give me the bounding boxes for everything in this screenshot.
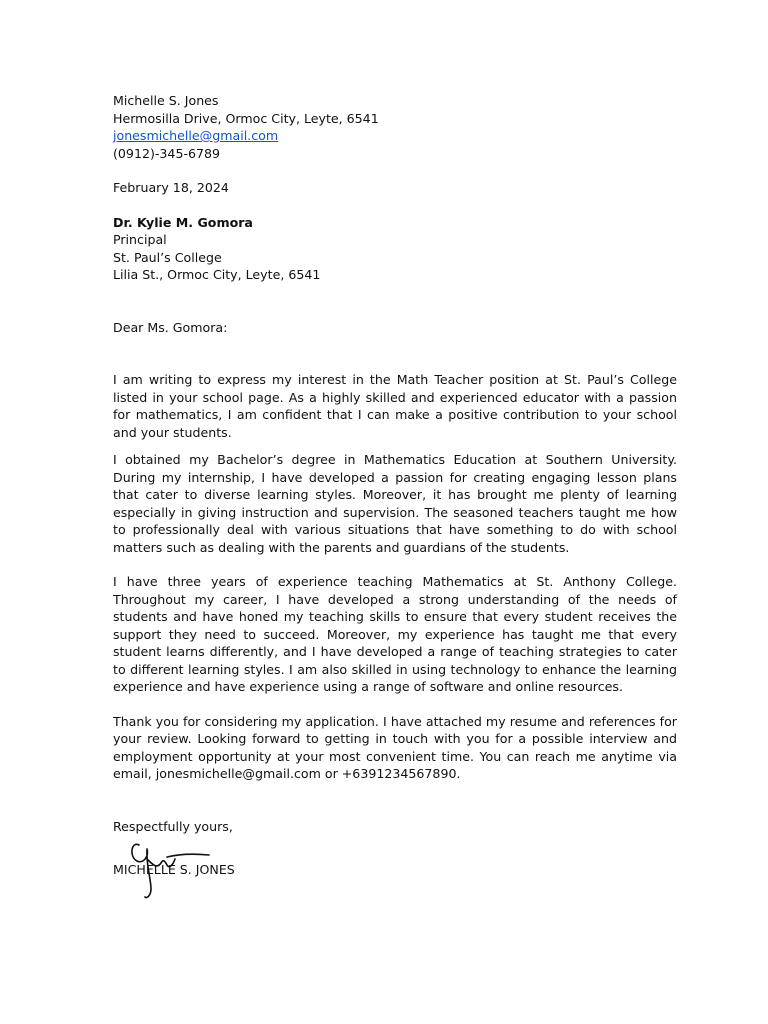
salutation: Dear Ms. Gomora: (113, 319, 228, 335)
body-paragraph-3: I have three years of experience teaching Mathematics at St. Anthony College. Throughout my career, I have developed a strong understanding of the needs of students and have honed my teaching skills to ensure that every student receives the support they need to succeed. Moreover, my experience has taught me that every student learns differently, and I have developed a range of teaching strategies to cater to different learning styles. I am also skilled in using technology to enhance the learning experience and have experience using a range of software and online resources. (113, 574, 677, 694)
body-paragraph-4: Thank you for considering my application. I have attached my resume and references for your review. Looking forward to getting in touch with you for a possible interview and employment opportunity at your most convenient time. You can reach me anytime via email, jonesmichelle@gmail.com or +6391234567890. (113, 713, 677, 781)
recipient-block (113, 214, 677, 284)
recipient-organization: St. Paul’s College (113, 249, 222, 265)
body-paragraph-1: I am writing to express my interest in the Math Teacher position at St. Paul’s College listed in your school page. As a highly skilled and experienced educator with a passion for mathematics, I am confident that I can make a positive contribution to your school and your students. (113, 372, 677, 440)
recipient-address: Lilia St., Ormoc City, Leyte, 6541 (113, 267, 321, 282)
sender-name: Michelle S. Jones (113, 93, 219, 108)
signature-block (113, 835, 677, 895)
sender-address: Hermosilla Drive, Ormoc City, Leyte, 6541 (113, 110, 379, 126)
letter-date: February 18, 2024 (113, 180, 229, 195)
sender-phone: (0912)-345-6789 (113, 145, 221, 161)
sender-email-link[interactable]: jonesmichelle@gmail.com (113, 128, 279, 143)
recipient-name: Dr. Kylie M. Gomora (113, 214, 253, 230)
sender-block (113, 92, 677, 162)
cover-letter (113, 92, 677, 895)
signed-name: MICHELLE S. JONES (113, 862, 235, 877)
closing: Respectfully yours, (113, 818, 233, 834)
body-paragraph-2: I obtained my Bachelor’s degree in Mathematics Education at Southern University. During my internship, I have developed a passion for creating engaging lesson plans that cater to diverse learning styles. Moreover, it has brought me plenty of learning especially in giving instruction and supervision. The seasoned teachers taught me how to professionally deal with various situations that have something to do with school matters such as dealing with the parents and guardians of the students. (113, 452, 677, 555)
recipient-title: Principal (113, 232, 167, 247)
